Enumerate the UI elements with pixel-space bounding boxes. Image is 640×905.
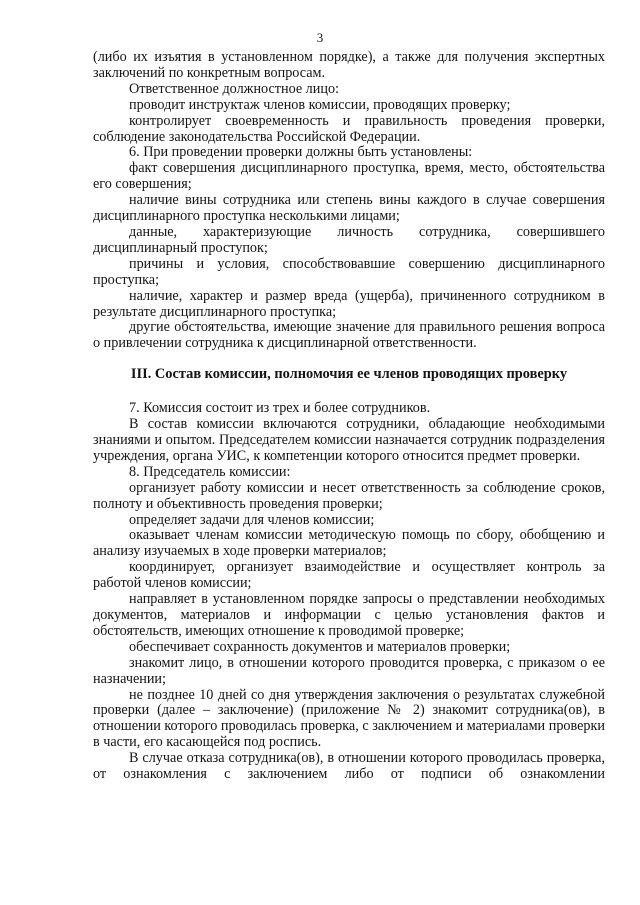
paragraph: причины и условия, способствовавшие совершению дисциплинарного проступка; xyxy=(93,255,605,288)
paragraph: Ответственное должностное лицо: xyxy=(129,80,339,97)
paragraph: направляет в установленном порядке запросы о представлении необходимых документов, материалов и информации с целью установления фактов и обстоятельств, имеющих отношение к проводимой проверке; xyxy=(93,591,605,639)
paragraph: определяет задачи для членов комиссии; xyxy=(129,511,375,528)
paragraph: наличие, характер и размер вреда (ущерба), причиненного сотрудником в результате дисциплинарного проступка; xyxy=(93,287,605,320)
paragraph: данные, характеризующие личность сотрудника, совершившего дисциплинарный проступок; xyxy=(93,223,605,256)
paragraph: обеспечивает сохранность документов и материалов проверки; xyxy=(129,638,511,655)
paragraph: проводит инструктаж членов комиссии, проводящих проверку; xyxy=(129,96,511,113)
paragraph: организует работу комиссии и несет ответственность за соблюдение сроков, полноту и объективность проведения проверки; xyxy=(93,479,605,512)
paragraph: контролирует своевременность и правильность проведения проверки, соблюдение законодательства Российской Федерации. xyxy=(93,112,605,145)
paragraph: другие обстоятельства, имеющие значение для правильного решения вопроса о привлечении сотрудника к дисциплинарной ответственности. xyxy=(93,319,605,352)
paragraph: факт совершения дисциплинарного проступка, время, место, обстоятельства его совершения; xyxy=(93,160,605,193)
paragraph: В случае отказа сотрудника(ов), в отношении которого проводилась проверка, от ознакомления с заключением либо от подписи об ознакомлении xyxy=(93,750,605,783)
paragraph: 7. Комиссия состоит из трех и более сотрудников. xyxy=(129,400,431,417)
paragraph: (либо их изъятия в установленном порядке), а также для получения экспертных заключений по конкретным вопросам. xyxy=(93,49,605,81)
section-heading: III. Состав комиссии, полномочия ее членов проводящих проверку xyxy=(130,366,568,383)
paragraph: оказывает членам комиссии методическую помощь по сбору, обобщению и анализу изучаемых в ходе проверки материалов; xyxy=(93,527,605,560)
paragraph: наличие вины сотрудника или степень вины каждого в случае совершения дисциплинарного проступка несколькими лицами; xyxy=(93,192,605,225)
paragraph: не позднее 10 дней со дня утверждения заключения о результатах служебной проверки (далее – заключение) (приложение № 2) знакомит сотрудника(ов), в отношении которого проводилась проверка, с заключением и материалами проверки в части, его касающейся под роспись. xyxy=(93,686,605,751)
paragraph: координирует, организует взаимодействие и осуществляет контроль за работой членов комиссии; xyxy=(93,559,605,592)
section-iii-body xyxy=(93,401,605,783)
paragraph: знакомит лицо, в отношении которого проводится проверка, с приказом о ее назначении; xyxy=(93,654,605,687)
section-ii-continuation xyxy=(93,50,605,352)
document-body xyxy=(93,50,605,783)
paragraph: 8. Председатель комиссии: xyxy=(129,463,291,480)
paragraph: В состав комиссии включаются сотрудники, обладающие необходимыми знаниями и опытом. Председателем комиссии назначается сотрудник подразделения учреждения, органа УИС, к компетенции которого относится предмет проверки. xyxy=(93,416,605,464)
paragraph: 6. При проведении проверки должны быть установлены: xyxy=(129,144,473,161)
page-number: 3 xyxy=(316,30,324,45)
